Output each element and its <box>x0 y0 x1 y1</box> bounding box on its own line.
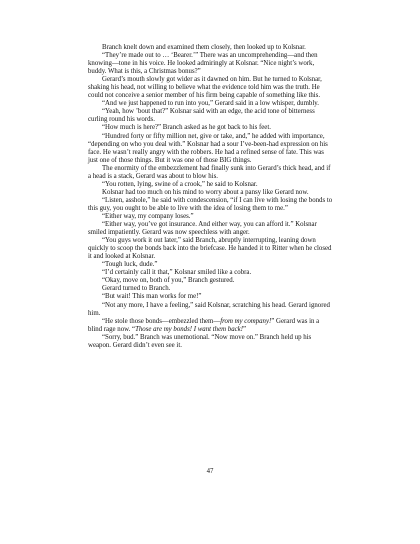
paragraph: Gerard’s mouth slowly got wider as it dawned on him. But he turned to Kolsnar, shaking his head, not willing to believe what the evidence told him was the truth. He could not conceive a senior member of his firm being capable of something like this. <box>88 76 322 100</box>
paragraph: “Either way, my company loses.” <box>102 212 194 220</box>
paragraph-end: ” <box>242 325 247 333</box>
paragraph: The enormity of the embezzlement had finally sunk into Gerard’s thick head, and if a head is a stack, Gerard was about to blow his. <box>88 164 331 180</box>
paragraph: “Either way, you’ve got insurance. And either way, you can afford it.” Kolsnar smiled impatiently. Gerard was now speechless with anger. <box>88 221 317 237</box>
page-number: 47 <box>206 468 214 475</box>
paragraph: “Hundred forty or fifty million net, give or take, and,” he added with importance, “depending on who you deal with.” Kolsnar had a sour I’ve-been-had expression on his face. He wasn’t really angry with the robbers. He had a refined sense of fate. This was just one of those things. But it was one of those BIG things. <box>88 132 328 164</box>
paragraph: “Listen, asshole,” he said with condescension, “if I can live with losing the bonds to this guy, you ought to be able to live with the idea of losing them to me.” <box>88 196 333 212</box>
emphasis-text: Those are my bonds! I want them back! <box>135 325 243 333</box>
paragraph: Kolsnar had too much on his mind to worry about a pansy like Gerard now. <box>102 188 309 196</box>
paragraph: “Tough luck, dude.” <box>102 261 158 269</box>
paragraph: Branch knelt down and examined them closely, then looked up to Kolsnar. <box>102 44 306 51</box>
paragraph: “And we just happened to run into you,” Gerard said in a low whisper, dumbly. <box>102 100 319 108</box>
paragraph-middle: ” Gerard was in a blind rage now. “ <box>88 317 320 333</box>
paragraph: “Sorry, bud.” Branch was unemotional. “Now move on.” Branch held up his weapon. Gerard didn’t even see it. <box>88 333 312 349</box>
paragraph-mixed <box>88 318 334 334</box>
paragraph: “Okay, move on, both of you,” Branch gestured. <box>102 277 235 285</box>
paragraph-start: “He stole those bonds—embezzled them— <box>102 317 221 325</box>
paragraph: “You rotten, lying, swine of a crook,” he said to Kolsnar. <box>102 180 258 188</box>
paragraph: “Yeah, how ’bout that?” Kolsnar said with an edge, the acid tone of bitterness curling round his words. <box>88 108 315 124</box>
paragraph: “You guys work it out later,” said Branch, abruptly interrupting, leaning down quickly to scoop the bonds back into the briefcase. He handed it to Ritter when he closed it and looked at Kolsnar. <box>88 237 332 261</box>
paragraph: “How much is here?” Branch asked as he got back to his feet. <box>102 124 271 132</box>
emphasis-text: from my company! <box>220 317 272 325</box>
paragraph: Gerard turned to Branch. <box>102 285 171 293</box>
body-text <box>88 44 334 350</box>
paragraph: “Not any more, I have a feeling,” said Kolsnar, scratching his head. Gerard ignored him. <box>88 301 330 317</box>
paragraph: “I’d certainly call it that,” Kolsnar smiled like a cobra. <box>102 269 252 277</box>
paragraph: “They’re made out to … ‘Bearer.’” There was an uncomprehending—and then knowing—tone in his voice. He looked admiringly at Kolsnar. “Nice night’s work, buddy. What is this, a Christmas bonus?” <box>88 52 318 76</box>
paragraph: “But wait! This man works for me!” <box>102 293 202 301</box>
